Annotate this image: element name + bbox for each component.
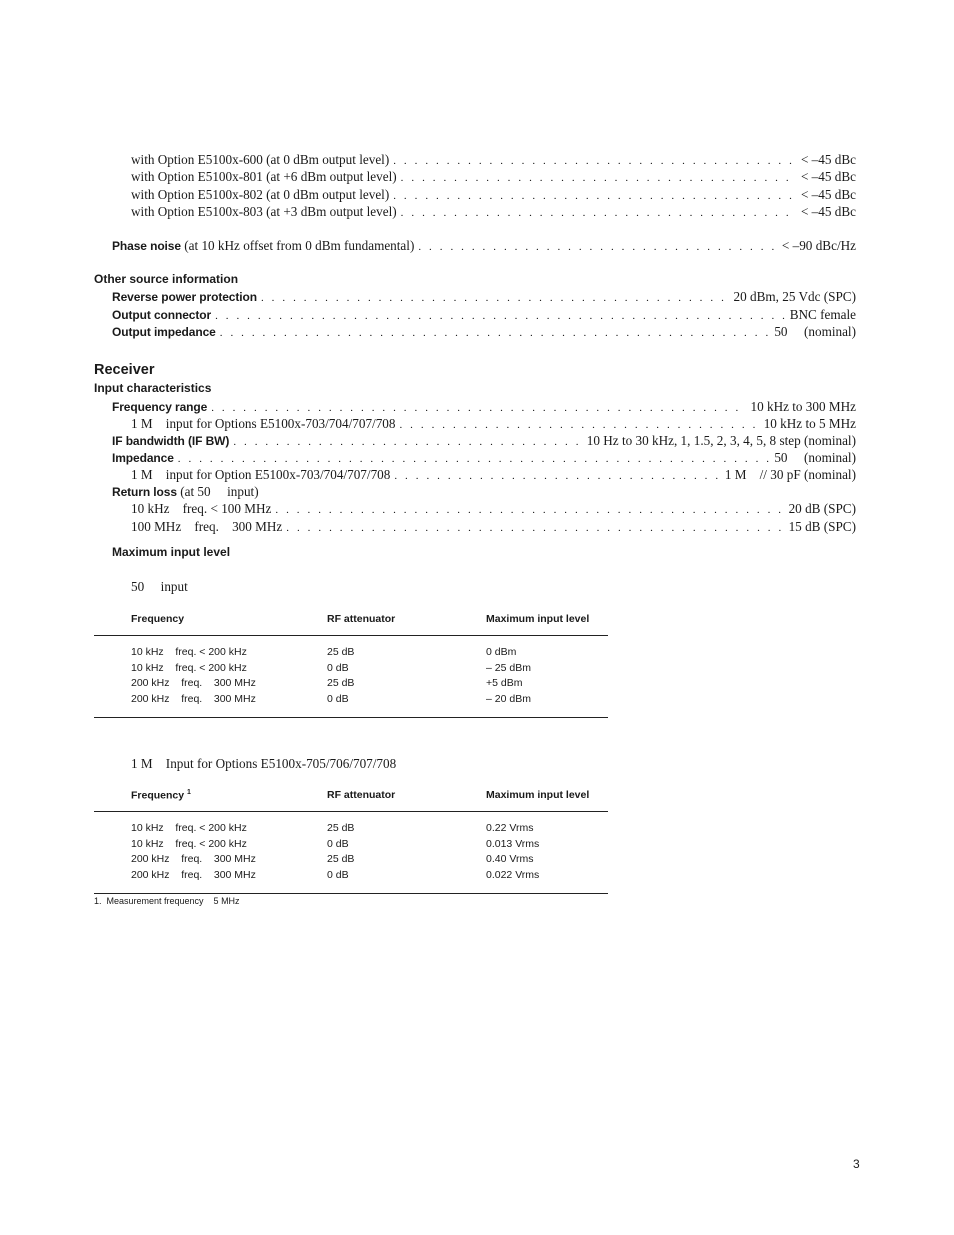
spec-row-option-803 bbox=[131, 203, 856, 222]
spec-label bbox=[112, 432, 229, 450]
dot-leader bbox=[401, 170, 797, 187]
table-row bbox=[94, 645, 608, 661]
spec-label-return-loss bbox=[112, 483, 259, 501]
cell-max-input-level: 0.013 Vrms bbox=[486, 837, 540, 850]
cell-rf-attenuator: 25 dB bbox=[327, 822, 355, 834]
table-header bbox=[94, 789, 608, 811]
spec-label-bold: Phase noise bbox=[112, 239, 181, 253]
spec-label-bold: Impedance bbox=[112, 451, 174, 465]
spec-label-bold: Output connector bbox=[112, 308, 212, 322]
cell-max-input-level: +5 dBm bbox=[486, 677, 523, 690]
spec-row-return-loss-low bbox=[131, 500, 856, 519]
cell-frequency: 200 kHz freq. 300 MHz bbox=[131, 693, 256, 706]
spec-value: 50 (nominal) bbox=[774, 324, 856, 339]
spec-value: < –45 dBc bbox=[800, 169, 856, 184]
column-header-rf-attenuator: RF attenuator bbox=[327, 613, 396, 625]
cell-rf-attenuator: 25 dB bbox=[327, 677, 355, 690]
spec-value: 20 dB (SPC) bbox=[788, 501, 856, 516]
spec-value: 10 kHz to 5 MHz bbox=[763, 416, 856, 431]
column-header-frequency bbox=[131, 789, 191, 802]
table-row bbox=[94, 661, 608, 677]
spec-value: < –90 dBc/Hz bbox=[781, 238, 856, 253]
spec-label bbox=[112, 398, 207, 416]
cell-max-input-level: 0 dBm bbox=[486, 646, 517, 658]
spec-label-qualifier: (at 50 input) bbox=[176, 484, 259, 499]
table-row bbox=[94, 852, 608, 868]
spec-label bbox=[112, 237, 414, 255]
table-row bbox=[94, 868, 608, 884]
cell-frequency: 10 kHz freq. < 200 kHz bbox=[131, 661, 247, 674]
spec-row-option-801 bbox=[131, 168, 856, 187]
table-row bbox=[94, 821, 608, 837]
spec-label bbox=[112, 449, 174, 467]
spec-row-phase-noise bbox=[112, 237, 856, 256]
dot-leader bbox=[394, 468, 720, 485]
table-row bbox=[94, 676, 608, 692]
spec-label-bold: IF bandwidth (IF BW) bbox=[112, 434, 230, 448]
table-body bbox=[94, 636, 608, 717]
cell-frequency: 200 kHz freq. 300 MHz bbox=[131, 677, 256, 690]
spec-label: with Option E5100x-600 (at 0 dBm output level) bbox=[131, 152, 390, 167]
table-body bbox=[94, 812, 608, 893]
spec-label: 10 kHz freq. < 100 MHz bbox=[131, 501, 272, 516]
column-header-max-input-level: Maximum input level bbox=[486, 613, 590, 625]
dot-leader bbox=[261, 290, 730, 307]
column-header-frequency-text: Frequency bbox=[131, 789, 185, 802]
table-row bbox=[94, 692, 608, 708]
cell-rf-attenuator: 0 dB bbox=[327, 869, 349, 882]
spec-label-bold: Output impedance bbox=[112, 325, 216, 339]
spec-label-bold: Return loss bbox=[112, 485, 177, 499]
spec-label: with Option E5100x-801 (at +6 dBm output level) bbox=[131, 169, 397, 184]
spec-label bbox=[112, 306, 211, 324]
cell-max-input-level: – 20 dBm bbox=[486, 693, 531, 706]
footnote-marker: 1 bbox=[187, 789, 191, 796]
cell-rf-attenuator: 0 dB bbox=[327, 661, 349, 674]
table-caption-1-mohm: 1 M Input for Options E5100x-705/706/707/708 bbox=[131, 756, 397, 771]
spec-row-reverse-power bbox=[112, 288, 856, 307]
cell-frequency: 10 kHz freq. < 200 kHz bbox=[131, 822, 247, 834]
cell-frequency: 10 kHz freq. < 200 kHz bbox=[131, 837, 247, 850]
spec-value: BNC female bbox=[789, 307, 856, 322]
spec-label bbox=[112, 288, 257, 306]
table-row bbox=[94, 837, 608, 853]
cell-rf-attenuator: 25 dB bbox=[327, 646, 355, 658]
spec-value: 15 dB (SPC) bbox=[788, 519, 856, 534]
dot-leader bbox=[401, 205, 797, 222]
spec-label-qualifier: (at 10 kHz offset from 0 dBm fundamental) bbox=[180, 238, 415, 253]
spec-label bbox=[112, 323, 216, 341]
spec-value: 1 M // 30 pF (nominal) bbox=[724, 467, 856, 482]
cell-max-input-level: 0.22 Vrms bbox=[486, 822, 534, 834]
spec-value: 50 (nominal) bbox=[774, 450, 856, 465]
spec-row-output-impedance bbox=[112, 323, 856, 342]
spec-value: 10 kHz to 300 MHz bbox=[750, 399, 856, 414]
cell-rf-attenuator: 25 dB bbox=[327, 853, 355, 866]
dot-leader bbox=[418, 239, 778, 256]
spec-label: with Option E5100x-802 (at 0 dBm output level) bbox=[131, 187, 390, 202]
cell-rf-attenuator: 0 dB bbox=[327, 837, 349, 850]
table-caption-50-ohm: 50 input bbox=[131, 579, 188, 594]
spec-value: < –45 dBc bbox=[800, 152, 856, 167]
cell-frequency: 200 kHz freq. 300 MHz bbox=[131, 853, 256, 866]
spec-label-bold: Frequency range bbox=[112, 400, 208, 414]
section-title-receiver: Receiver bbox=[94, 362, 155, 378]
spec-label: 1 M input for Option E5100x-703/704/707/708 bbox=[131, 467, 391, 482]
heading-other-source: Other source information bbox=[94, 272, 239, 286]
column-header-max-input-level: Maximum input level bbox=[486, 789, 590, 801]
spec-value: 10 Hz to 30 kHz, 1, 1.5, 2, 3, 4, 5, 8 step (nominal) bbox=[586, 433, 856, 448]
heading-input-characteristics: Input characteristics bbox=[94, 381, 212, 395]
spec-value: < –45 dBc bbox=[800, 187, 856, 202]
footnote: 1. Measurement frequency 5 MHz bbox=[94, 896, 240, 906]
spec-row-return-loss-high bbox=[131, 518, 856, 537]
heading-maximum-input-level: Maximum input level bbox=[112, 545, 231, 559]
spec-label-bold: Reverse power protection bbox=[112, 290, 257, 304]
cell-max-input-level: – 25 dBm bbox=[486, 661, 531, 674]
max-input-table-50-ohm bbox=[94, 613, 608, 718]
spec-value: 20 dBm, 25 Vdc (SPC) bbox=[733, 289, 856, 304]
cell-max-input-level: 0.022 Vrms bbox=[486, 869, 540, 882]
cell-rf-attenuator: 0 dB bbox=[327, 693, 349, 706]
dot-leader bbox=[286, 520, 784, 537]
spec-label: 1 M input for Options E5100x-703/704/707/708 bbox=[131, 416, 396, 431]
column-header-rf-attenuator: RF attenuator bbox=[327, 789, 396, 801]
spec-value: < –45 dBc bbox=[800, 204, 856, 219]
spec-label: with Option E5100x-803 (at +3 dBm output level) bbox=[131, 204, 397, 219]
cell-max-input-level: 0.40 Vrms bbox=[486, 853, 534, 866]
max-input-table-1-mohm bbox=[94, 789, 608, 894]
dot-leader bbox=[220, 325, 771, 342]
spec-label: 100 MHz freq. 300 MHz bbox=[131, 519, 283, 534]
dot-leader bbox=[275, 502, 784, 519]
page-number: 3 bbox=[853, 1157, 860, 1171]
table-header bbox=[94, 613, 608, 635]
cell-frequency: 200 kHz freq. 300 MHz bbox=[131, 869, 256, 882]
table-rule-bottom bbox=[94, 717, 608, 718]
cell-frequency: 10 kHz freq. < 200 kHz bbox=[131, 646, 247, 658]
column-header-frequency: Frequency bbox=[131, 613, 185, 625]
table-rule-bottom bbox=[94, 893, 608, 894]
